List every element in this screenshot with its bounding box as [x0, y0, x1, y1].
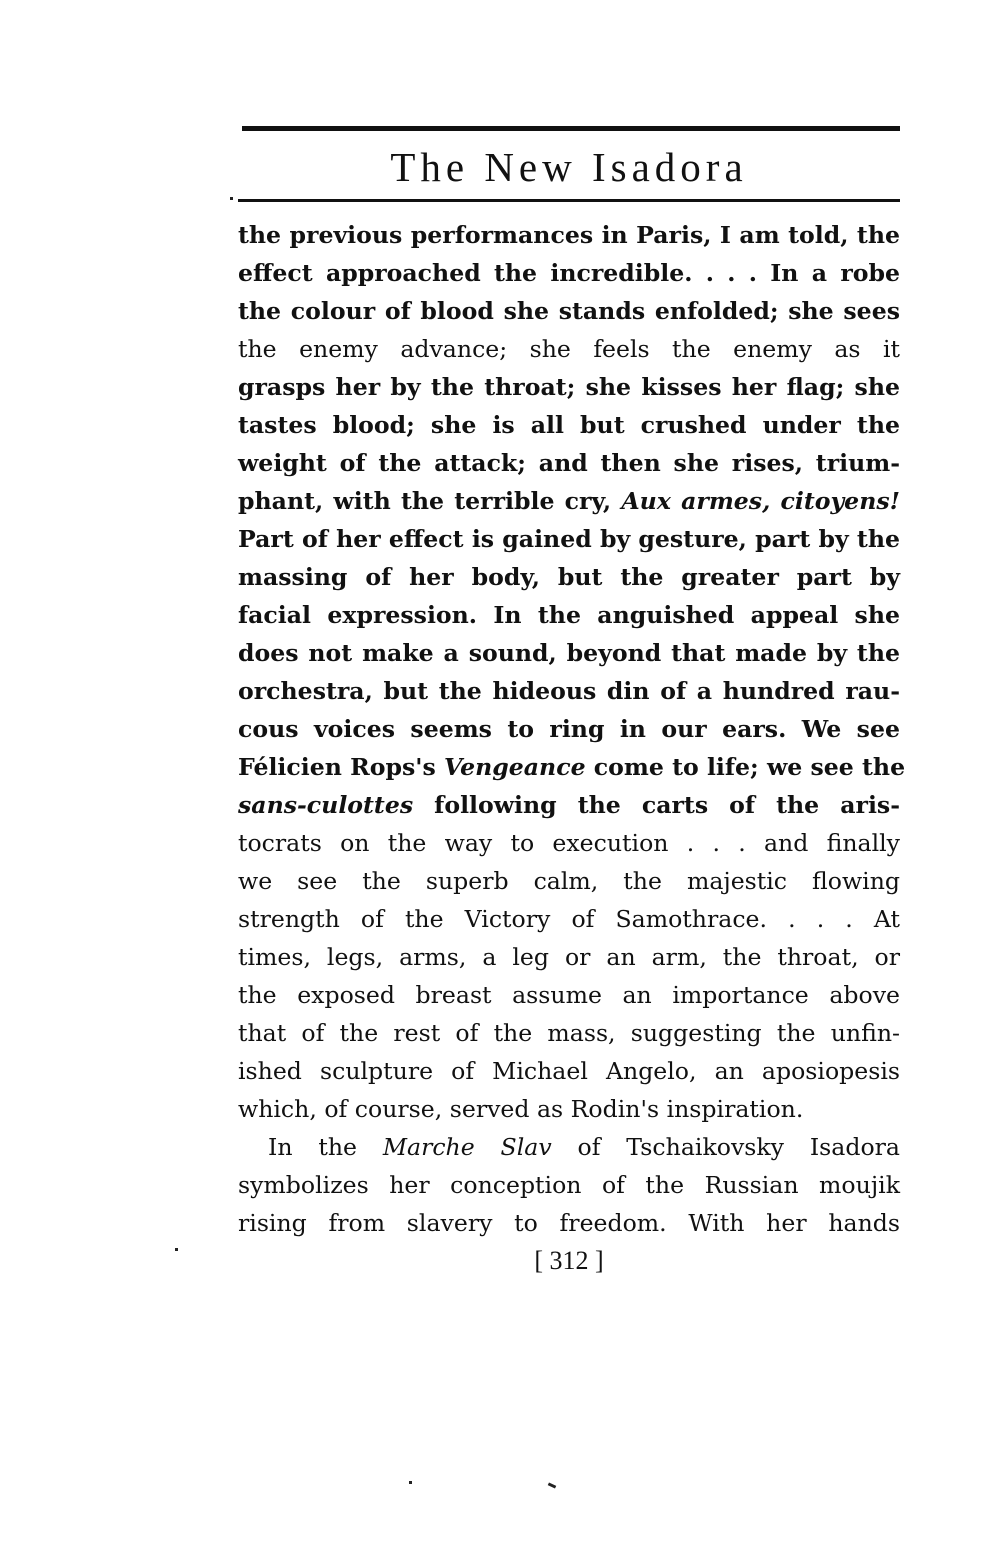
paragraph: [238, 216, 906, 1128]
text-line: tastes blood; she is all but crushed under the: [238, 411, 900, 439]
text-line: the enemy advance; she feels the enemy as it: [238, 335, 900, 363]
text-line: strength of the Victory of Samothrace. . . . At: [238, 905, 900, 933]
text-line: the exposed breast assume an importance above: [238, 981, 900, 1009]
text-line: ished sculpture of Michael Angelo, an aposiopesis: [238, 1057, 900, 1085]
text-line: tocrats on the way to execution . . . and finally: [238, 829, 900, 857]
text-line: we see the superb calm, the majestic flowing: [238, 867, 900, 895]
text-line: In the Marche Slav of Tschaikovsky Isadora: [268, 1133, 900, 1161]
text-line: sans-culottes following the carts of the aris-: [238, 791, 900, 819]
text-line: weight of the attack; and then she rises, trium-: [238, 449, 900, 477]
book-page: [238, 126, 906, 1280]
text-line: Félicien Rops's Vengeance come to life; we see the: [238, 753, 906, 781]
text-line: grasps her by the throat; she kisses her flag; she: [238, 373, 900, 401]
text-line: massing of her body, but the greater part by: [238, 563, 900, 591]
text-line: the previous performances in Paris, I am told, the: [238, 221, 900, 249]
scan-speck: [409, 1481, 412, 1484]
text-line: times, legs, arms, a leg or an arm, the throat, or: [238, 943, 900, 971]
musical-work-title: Marche Slav: [382, 1133, 552, 1161]
text-line: Part of her effect is gained by gesture, part by the: [238, 525, 900, 553]
body-text: [238, 216, 906, 1242]
text-line: orchestra, but the hideous din of a hundred rau-: [238, 677, 900, 705]
foreign-phrase: sans-culottes: [238, 791, 414, 819]
header-rule-bottom: [238, 199, 900, 202]
text-line: symbolizes her conception of the Russian moujik: [238, 1171, 900, 1199]
text-line: which, of course, served as Rodin's inspiration.: [238, 1095, 804, 1123]
artwork-title: Vengeance: [443, 753, 586, 781]
page-number: [ 312 ]: [534, 1246, 604, 1275]
text-line: cous voices seems to ring in our ears. We see: [238, 715, 900, 743]
text-line: that of the rest of the mass, suggesting the unfin-: [238, 1019, 900, 1047]
text-line: does not make a sound, beyond that made by the: [238, 639, 900, 667]
paragraph: [238, 1128, 900, 1242]
scan-speck: [230, 197, 233, 200]
text-line: facial expression. In the anguished appeal she: [238, 601, 900, 629]
foreign-phrase: Aux armes, citoyens!: [621, 487, 900, 515]
scan-speck: [175, 1248, 178, 1251]
text-line: the colour of blood she stands enfolded; she sees: [238, 297, 900, 325]
text-line: effect approached the incredible. . . . In a robe: [238, 259, 900, 287]
header-rule-top: [242, 126, 900, 131]
text-line: phant, with the terrible cry, Aux armes, citoyens!: [238, 487, 900, 515]
running-title: The New Isadora: [390, 144, 748, 190]
text-line: rising from slavery to freedom. With her hands: [238, 1209, 900, 1237]
scan-speck: [548, 1482, 557, 1488]
